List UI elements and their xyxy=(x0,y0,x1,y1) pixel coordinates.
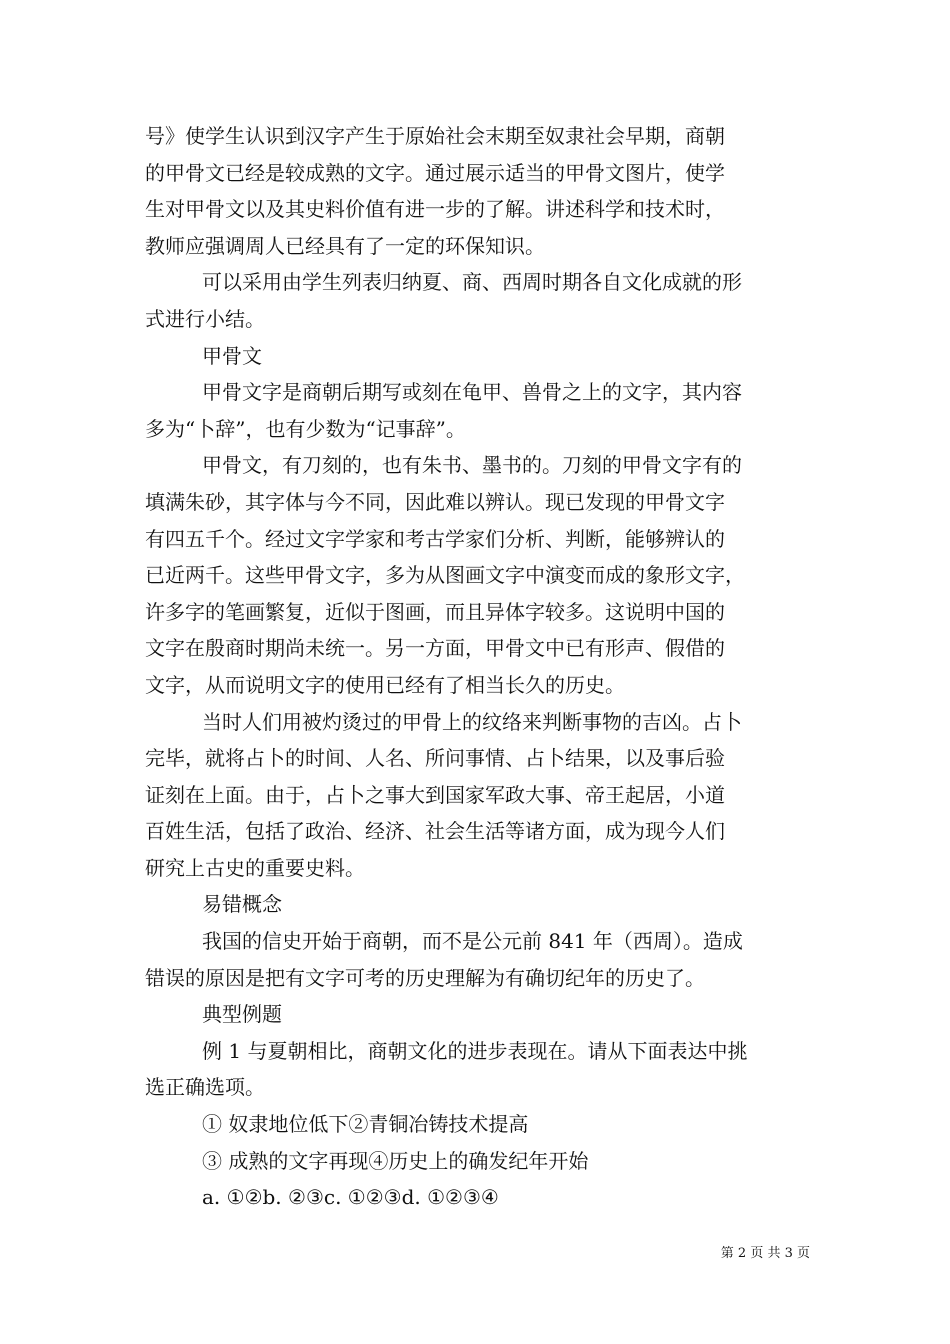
text-line: 典型例题 xyxy=(202,1002,282,1027)
text-line: 文字，从而说明文字的使用已经有了相当长久的历史。 xyxy=(145,672,625,697)
text-line: 研究上古史的重要史料。 xyxy=(145,855,365,880)
text-line: 号》使学生认识到汉字产生于原始社会末期至奴隶社会早期，商朝 xyxy=(145,124,725,148)
text-line: 易错概念 xyxy=(202,892,282,917)
text-line: 生对甲骨文以及其史料价值有进一步的了解。讲述科学和技术时， xyxy=(145,197,725,222)
text-line: 证刻在上面。由于，占卜之事大到国家军政大事、帝王起居，小道 xyxy=(145,782,725,807)
text-line: a. ①②b. ②③c. ①②③d. ①②③④ xyxy=(202,1185,499,1210)
text-line: 的甲骨文已经是较成熟的文字。通过展示适当的甲骨文图片，使学 xyxy=(145,160,725,185)
text-line: 我国的信史开始于商朝，而不是公元前 841 年（西周）。造成 xyxy=(202,929,743,954)
text-line: 有四五千个。经过文字学家和考古学家们分析、判断，能够辨认的 xyxy=(145,526,725,551)
text-line: 甲骨文 xyxy=(202,343,262,368)
text-line: 文字在殷商时期尚未统一。另一方面，甲骨文中已有形声、假借的 xyxy=(145,636,725,661)
text-line: 许多字的笔画繁复，近似于图画，而且异体字较多。这说明中国的 xyxy=(145,599,725,624)
text-line: 完毕，就将占卜的时间、人名、所问事情、占卜结果，以及事后验 xyxy=(145,746,725,771)
text-line: 式进行小结。 xyxy=(145,306,265,331)
page-number: 第 2 页 共 3 页 xyxy=(720,1246,810,1261)
text-line: 教师应强调周人已经具有了一定的环保知识。 xyxy=(145,233,545,258)
text-line: ① 奴隶地位低下②青铜冶铸技术提高 xyxy=(202,1112,529,1137)
text-line: 填满朱砂，其字体与今不同，因此难以辨认。现已发现的甲骨文字 xyxy=(145,489,725,514)
text-line: 当时人们用被灼烫过的甲骨上的纹络来判断事物的吉凶。占卜 xyxy=(202,709,742,734)
text-line: 百姓生活，包括了政治、经济、社会生活等诸方面，成为现今人们 xyxy=(145,819,725,844)
text-line: ③ 成熟的文字再现④历史上的确发纪年开始 xyxy=(202,1148,589,1173)
text-line: 甲骨文，有刀刻的，也有朱书、墨书的。刀刻的甲骨文字有的 xyxy=(202,453,742,478)
document-body xyxy=(145,118,810,1216)
text-line: 例 1 与夏朝相比，商朝文化的进步表现在。请从下面表达中挑 xyxy=(202,1038,748,1063)
text-line: 选正确选项。 xyxy=(145,1075,265,1100)
text-line: 已近两千。这些甲骨文字，多为从图画文字中演变而成的象形文字， xyxy=(145,563,745,588)
text-line: 多为“卜辞”，也有少数为“记事辞”。 xyxy=(145,416,466,441)
text-line: 甲骨文字是商朝后期写或刻在龟甲、兽骨之上的文字，其内容 xyxy=(202,380,742,405)
text-line: 可以采用由学生列表归纳夏、商、西周时期各自文化成就的形 xyxy=(202,270,742,295)
text-line: 错误的原因是把有文字可考的历史理解为有确切纪年的历史了。 xyxy=(145,965,705,990)
